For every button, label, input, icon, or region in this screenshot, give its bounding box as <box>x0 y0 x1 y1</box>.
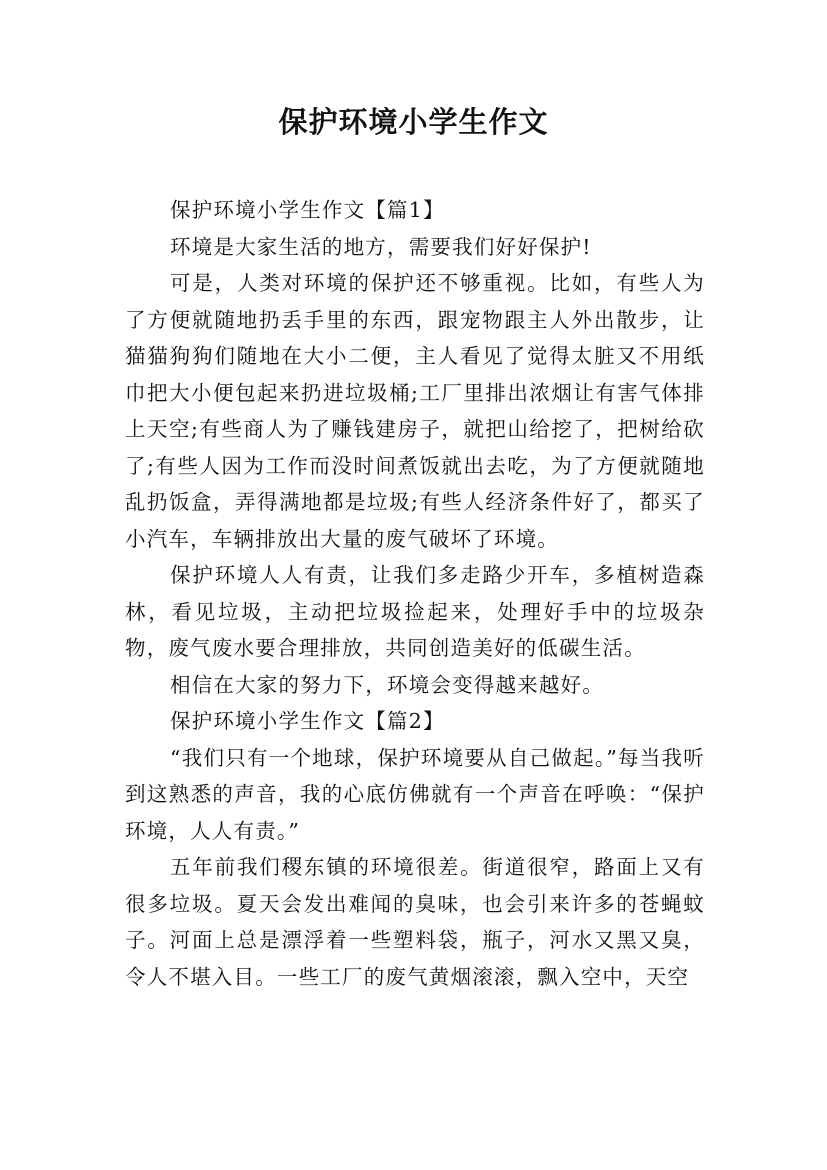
paragraph: 可是，人类对环境的保护还不够重视。比如，有些人为了方便就随地扔丢手里的东西，跟宠物跟主人外出散步，让猫猫狗狗们随地在大小二便，主人看见了觉得太脏又不用纸巾把大小便包起来扔进垃圾桶;工厂里排出浓烟让有害气体排上天空;有些商人为了赚钱建房子，就把山给挖了，把树给砍了;有些人因为工作而没时间煮饭就出去吃，为了方便就随地乱扔饭盒，弄得满地都是垃圾;有些人经济条件好了，都买了小汽车，车辆排放出大量的废气破坏了环境。 <box>125 271 705 551</box>
paragraph: “我们只有一个地球，保护环境要从自己做起。”每当我听到这熟悉的声音，我的心底仿佛就有一个声音在呼唤：“保护环境，人人有责。” <box>125 745 705 843</box>
paragraph: 相信在大家的努力下，环境会变得越来越好。 <box>170 672 604 697</box>
paragraph: 环境是大家生活的地方，需要我们好好保护! <box>170 234 592 259</box>
document-body <box>125 192 705 995</box>
paragraph: 五年前我们稷东镇的环境很差。街道很窄，路面上又有很多垃圾。夏天会发出难闻的臭味，也会引来许多的苍蝇蚊子。河面上总是漂浮着一些塑料袋，瓶子，河水又黑又臭，令人不堪入目。一些工厂的废气黄烟滚滚，飘入空中，天空 <box>125 855 705 989</box>
paragraph: 保护环境人人有责，让我们多走路少开车，多植树造森林，看见垃圾，主动把垃圾捡起来，处理好手中的垃圾杂物，废气废水要合理排放，共同创造美好的低碳生活。 <box>125 563 705 660</box>
section-heading-2: 保护环境小学生作文【篇2】 <box>170 709 445 733</box>
document-title: 保护环境小学生作文 <box>278 105 549 139</box>
section-heading-1: 保护环境小学生作文【篇1】 <box>170 198 445 222</box>
